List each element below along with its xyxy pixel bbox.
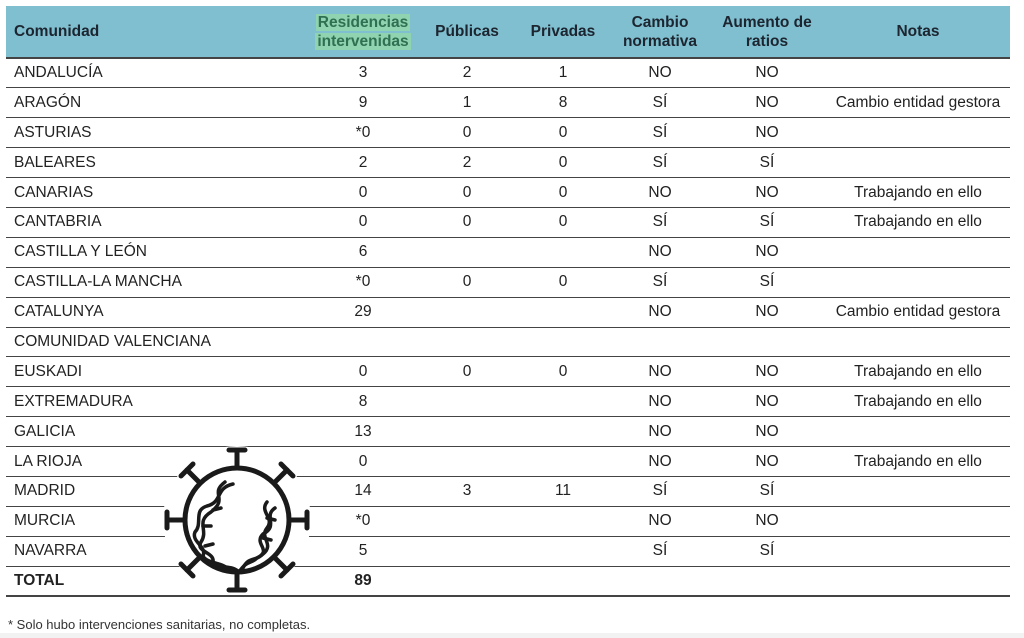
cell-aumento: NO <box>708 237 826 267</box>
cell-notas: Trabajando en ello <box>826 207 1010 237</box>
header-publicas: Públicas <box>420 6 514 58</box>
cell-comunidad: BALEARES <box>6 148 306 178</box>
cell-comunidad: CATALUNYA <box>6 297 306 327</box>
cell-publicas: 2 <box>420 148 514 178</box>
cell-comunidad: GALICIA <box>6 417 306 447</box>
cell-comunidad: ARAGÓN <box>6 88 306 118</box>
table-row <box>6 148 1010 178</box>
total-empty-cell <box>826 566 1010 596</box>
cell-comunidad: EUSKADI <box>6 357 306 387</box>
table-row <box>6 58 1010 88</box>
header-cambio-line1: Cambio <box>631 13 689 31</box>
cell-comunidad: CANTABRIA <box>6 207 306 237</box>
total-empty-cell <box>514 566 612 596</box>
cell-residencias: 5 <box>306 536 420 566</box>
total-empty-cell <box>420 566 514 596</box>
cell-privadas <box>514 506 612 536</box>
cell-notas <box>826 267 1010 297</box>
cell-notas <box>826 417 1010 447</box>
total-row <box>6 566 1010 596</box>
cell-privadas: 0 <box>514 207 612 237</box>
cell-notas <box>826 118 1010 148</box>
cell-notas: Trabajando en ello <box>826 357 1010 387</box>
table-row <box>6 387 1010 417</box>
cell-residencias: *0 <box>306 506 420 536</box>
cell-residencias: 14 <box>306 476 420 506</box>
header-residencias-line2: intervenidas <box>317 32 409 50</box>
table-row <box>6 506 1010 536</box>
cell-cambio: SÍ <box>612 88 708 118</box>
cell-publicas <box>420 297 514 327</box>
cell-privadas <box>514 417 612 447</box>
cell-privadas: 0 <box>514 357 612 387</box>
table-row <box>6 447 1010 477</box>
table-row <box>6 118 1010 148</box>
table-row <box>6 536 1010 566</box>
cell-publicas <box>420 506 514 536</box>
cell-publicas: 0 <box>420 207 514 237</box>
cell-cambio: SÍ <box>612 536 708 566</box>
cell-publicas <box>420 447 514 477</box>
cell-notas: Trabajando en ello <box>826 447 1010 477</box>
cell-notas <box>826 506 1010 536</box>
table-row <box>6 297 1010 327</box>
cell-aumento: SÍ <box>708 267 826 297</box>
cell-comunidad: ASTURIAS <box>6 118 306 148</box>
cell-residencias: 29 <box>306 297 420 327</box>
header-privadas: Privadas <box>514 6 612 58</box>
cell-notas <box>826 476 1010 506</box>
cell-privadas <box>514 387 612 417</box>
cell-residencias: 2 <box>306 148 420 178</box>
cell-cambio: SÍ <box>612 148 708 178</box>
cell-notas <box>826 237 1010 267</box>
cell-aumento: NO <box>708 118 826 148</box>
cell-aumento: SÍ <box>708 476 826 506</box>
cell-privadas: 0 <box>514 118 612 148</box>
table-row <box>6 327 1010 357</box>
cell-privadas <box>514 327 612 357</box>
cell-comunidad: NAVARRA <box>6 536 306 566</box>
cell-cambio: SÍ <box>612 118 708 148</box>
header-residencias-line1: Residencias <box>317 13 409 31</box>
cell-aumento: NO <box>708 178 826 208</box>
cell-publicas: 3 <box>420 476 514 506</box>
cell-aumento: NO <box>708 357 826 387</box>
cell-residencias: 0 <box>306 207 420 237</box>
cell-notas <box>826 58 1010 88</box>
cell-aumento <box>708 327 826 357</box>
virus-icon <box>163 446 311 594</box>
cell-aumento: NO <box>708 58 826 88</box>
cell-residencias: 0 <box>306 447 420 477</box>
table-body <box>6 58 1010 596</box>
cell-aumento: NO <box>708 88 826 118</box>
table-row <box>6 476 1010 506</box>
cell-publicas: 0 <box>420 267 514 297</box>
total-empty-cell <box>708 566 826 596</box>
cell-cambio: NO <box>612 237 708 267</box>
cell-privadas <box>514 237 612 267</box>
cell-publicas: 0 <box>420 357 514 387</box>
total-empty-cell <box>612 566 708 596</box>
cell-notas <box>826 536 1010 566</box>
header-comunidad: Comunidad <box>6 6 306 58</box>
header-notas: Notas <box>826 6 1010 58</box>
cell-publicas <box>420 417 514 447</box>
cell-comunidad: CANARIAS <box>6 178 306 208</box>
header-aumento <box>708 6 826 58</box>
cell-comunidad: CASTILLA-LA MANCHA <box>6 267 306 297</box>
cell-publicas: 0 <box>420 118 514 148</box>
cell-notas: Cambio entidad gestora <box>826 297 1010 327</box>
cell-comunidad: ANDALUCÍA <box>6 58 306 88</box>
cell-notas: Trabajando en ello <box>826 178 1010 208</box>
cell-residencias: 13 <box>306 417 420 447</box>
cell-aumento: NO <box>708 506 826 536</box>
table-row <box>6 267 1010 297</box>
table-row <box>6 88 1010 118</box>
cell-cambio: NO <box>612 417 708 447</box>
cell-publicas: 2 <box>420 58 514 88</box>
cell-cambio: NO <box>612 447 708 477</box>
cell-residencias: 0 <box>306 357 420 387</box>
cell-notas <box>826 327 1010 357</box>
cell-cambio <box>612 327 708 357</box>
header-residencias <box>306 6 420 58</box>
cell-privadas: 0 <box>514 267 612 297</box>
table-row <box>6 178 1010 208</box>
cell-comunidad: CASTILLA Y LEÓN <box>6 237 306 267</box>
cell-residencias: *0 <box>306 118 420 148</box>
cell-comunidad: MADRID <box>6 476 306 506</box>
cell-cambio: NO <box>612 58 708 88</box>
cell-privadas <box>514 536 612 566</box>
cell-aumento: NO <box>708 297 826 327</box>
cell-publicas <box>420 387 514 417</box>
cell-publicas <box>420 536 514 566</box>
header-cambio-line2: normativa <box>622 32 698 50</box>
cell-privadas <box>514 447 612 477</box>
cell-comunidad: COMUNIDAD VALENCIANA <box>6 327 306 357</box>
total-label: TOTAL <box>6 566 306 596</box>
cell-aumento: SÍ <box>708 207 826 237</box>
cell-aumento: NO <box>708 447 826 477</box>
cell-aumento: SÍ <box>708 148 826 178</box>
table-row <box>6 417 1010 447</box>
cell-cambio: NO <box>612 178 708 208</box>
cell-cambio: NO <box>612 506 708 536</box>
footnote: * Solo hubo intervenciones sanitarias, no completas. <box>8 617 311 632</box>
cell-residencias: *0 <box>306 267 420 297</box>
cell-cambio: SÍ <box>612 207 708 237</box>
header-aumento-line2: ratios <box>745 32 789 50</box>
header-cambio <box>612 6 708 58</box>
cell-aumento: SÍ <box>708 536 826 566</box>
cell-cambio: NO <box>612 387 708 417</box>
total-residencias: 89 <box>306 566 420 596</box>
table-row <box>6 357 1010 387</box>
cell-publicas <box>420 327 514 357</box>
cell-residencias: 3 <box>306 58 420 88</box>
cell-comunidad: MURCIA <box>6 506 306 536</box>
table-row <box>6 237 1010 267</box>
cell-notas <box>826 148 1010 178</box>
table-row <box>6 207 1010 237</box>
cell-privadas: 11 <box>514 476 612 506</box>
cell-comunidad: LA RIOJA <box>6 447 306 477</box>
cell-residencias: 8 <box>306 387 420 417</box>
cell-notas: Trabajando en ello <box>826 387 1010 417</box>
cell-publicas <box>420 237 514 267</box>
bottom-band <box>0 633 1024 638</box>
virus-icon-graphic <box>163 446 311 594</box>
cell-privadas: 0 <box>514 148 612 178</box>
cell-residencias: 6 <box>306 237 420 267</box>
cell-aumento: NO <box>708 417 826 447</box>
table-header-row <box>6 6 1010 58</box>
cell-residencias <box>306 327 420 357</box>
cell-publicas: 1 <box>420 88 514 118</box>
residencias-table <box>6 6 1010 597</box>
cell-privadas: 1 <box>514 58 612 88</box>
cell-privadas: 8 <box>514 88 612 118</box>
cell-comunidad: EXTREMADURA <box>6 387 306 417</box>
cell-cambio: SÍ <box>612 267 708 297</box>
cell-aumento: NO <box>708 387 826 417</box>
cell-residencias: 9 <box>306 88 420 118</box>
cell-privadas: 0 <box>514 178 612 208</box>
cell-cambio: NO <box>612 297 708 327</box>
cell-privadas <box>514 297 612 327</box>
header-aumento-line1: Aumento de <box>722 13 812 31</box>
cell-publicas: 0 <box>420 178 514 208</box>
residencias-table-container <box>6 6 1010 597</box>
cell-residencias: 0 <box>306 178 420 208</box>
cell-cambio: SÍ <box>612 476 708 506</box>
cell-cambio: NO <box>612 357 708 387</box>
cell-notas: Cambio entidad gestora <box>826 88 1010 118</box>
